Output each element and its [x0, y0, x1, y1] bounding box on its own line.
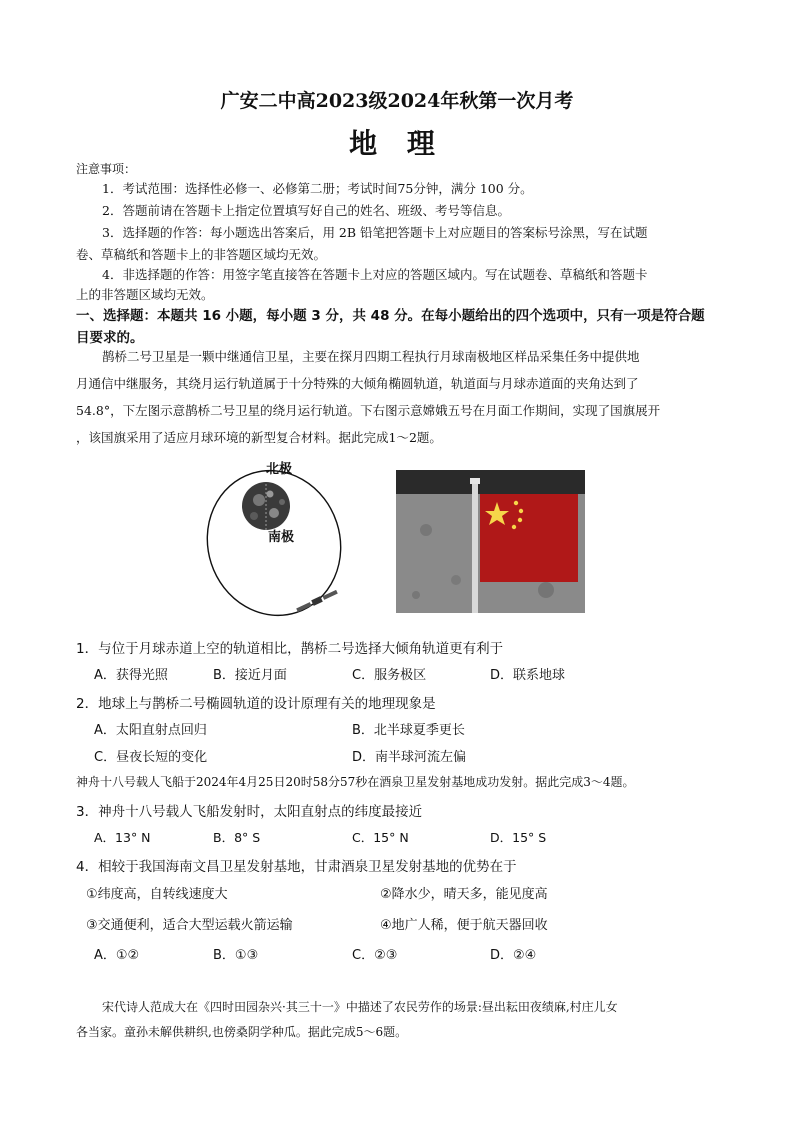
intro-line: 月通信中继服务，其绕月运行轨道属于十分特殊的大倾角椭圆轨道，轨道面与月球赤道面的夹角达到了: [76, 376, 639, 391]
lunar-flag-photo: [396, 470, 585, 613]
question-1-stem: 1．与位于月球赤道上空的轨道相比，鹊桥二号选择大倾角轨道更有利于: [76, 641, 504, 657]
q1-option-d: D．联系地球: [490, 668, 566, 683]
q3-option-b: B．8° S: [213, 830, 261, 845]
q4-option-d: D．②④: [490, 948, 537, 963]
question-4-stem: 4．相较于我国海南文昌卫星发射基地，甘肃酒泉卫星发射基地的优势在于: [76, 859, 517, 875]
q4-statement-1: ①纬度高，自转线速度大: [86, 887, 228, 902]
q2-option-b: B．北半球夏季更长: [352, 723, 465, 738]
note-item: 1．考试范围：选择性必修一、必修第二册；考试时间75分钟，满分 100 分。: [102, 181, 533, 196]
q2-option-c: C．昼夜长短的变化: [94, 750, 208, 765]
note-item: 3．选择题的作答：每小题选出答案后，用 2B 铅笔把答题卡上对应题目的答案标号涂黑，写在试题: [102, 225, 648, 240]
note-item: 2．答题前请在答题卡上指定位置填写好自己的姓名、班级、考号等信息。: [102, 203, 510, 218]
intro-3-4: 神舟十八号载人飞船于2024年4月25日20时58分57秒在酒泉卫星发射基地成功发射。据此完成3～4题。: [76, 775, 635, 789]
q3-option-a: A．13° N: [94, 830, 151, 845]
q1-option-c: C．服务极区: [352, 668, 427, 683]
orbit-diagram: [204, 458, 354, 623]
intro-5-6-line: 各当家。童孙未解供耕织,也傍桑阴学种瓜。据此完成5～6题。: [76, 1025, 408, 1039]
subject-title: 地 理: [349, 127, 445, 160]
south-pole-label: 南极: [268, 530, 295, 545]
note-item: 4．非选择题的作答：用签字笔直接答在答题卡上对应的答题区域内。写在试题卷、草稿纸和答题卡: [102, 267, 648, 282]
q4-statement-4: ④地广人稀，便于航天器回收: [380, 918, 548, 933]
q4-statement-3: ③交通便利，适合大型运载火箭运输: [86, 918, 293, 933]
q4-statement-2: ②降水少，晴天多，能见度高: [380, 887, 548, 902]
q1-option-a: A．获得光照: [94, 668, 168, 683]
intro-line: 鹊桥二号卫星是一颗中继通信卫星，主要在探月四期工程执行月球南极地区样品采集任务中提供地: [102, 349, 640, 364]
question-3-stem: 3．神舟十八号载人飞船发射时，太阳直射点的纬度最接近: [76, 804, 423, 820]
intro-line: 54.8°，下左图示意鹊桥二号卫星的绕月运行轨道。下右图示意嫦娥五号在月面工作期间，实现了国旗展开: [76, 403, 661, 418]
q4-option-b: B．①③: [213, 948, 259, 963]
question-2-stem: 2．地球上与鹊桥二号椭圆轨道的设计原理有关的地理现象是: [76, 696, 436, 712]
note-item: 卷、草稿纸和答题卡上的非答题区域均无效。: [76, 247, 327, 262]
satellite-icon: [296, 589, 338, 613]
q2-option-a: A．太阳直射点回归: [94, 723, 207, 738]
lunar-flag-svg: [396, 470, 585, 613]
q2-option-d: D．南半球河流左偏: [352, 750, 467, 765]
q4-option-a: A．①②: [94, 948, 140, 963]
q4-option-c: C．②③: [352, 948, 398, 963]
q1-option-b: B．接近月面: [213, 668, 287, 683]
flag-icon: [480, 494, 578, 582]
notes-heading: 注意事项：: [76, 162, 137, 176]
flag-pole: [472, 480, 478, 613]
section-heading: [76, 305, 726, 349]
note-item: 上的非答题区域均无效。: [76, 287, 214, 302]
intro-5-6-line: 宋代诗人范成大在《四时田园杂兴·其三十一》中描述了农民劳作的场景:昼出耘田夜绩麻,村庄儿女: [102, 1000, 618, 1014]
section-heading-line: 目要求的。: [76, 330, 144, 346]
section-heading-line: 一、选择题：本题共 16 小题，每小题 3 分，共 48 分。在每小题给出的四个选项中，只有一项是符合题: [76, 308, 705, 324]
north-pole-label: 北极: [266, 462, 293, 477]
exam-title: 广安二中高2023级2024年秋第一次月考: [220, 90, 574, 112]
q3-option-d: D．15° S: [490, 830, 547, 845]
q3-option-c: C．15° N: [352, 830, 409, 845]
intro-line: ，该国旗采用了适应月球环境的新型复合材料。据此完成1～2题。: [76, 430, 442, 445]
